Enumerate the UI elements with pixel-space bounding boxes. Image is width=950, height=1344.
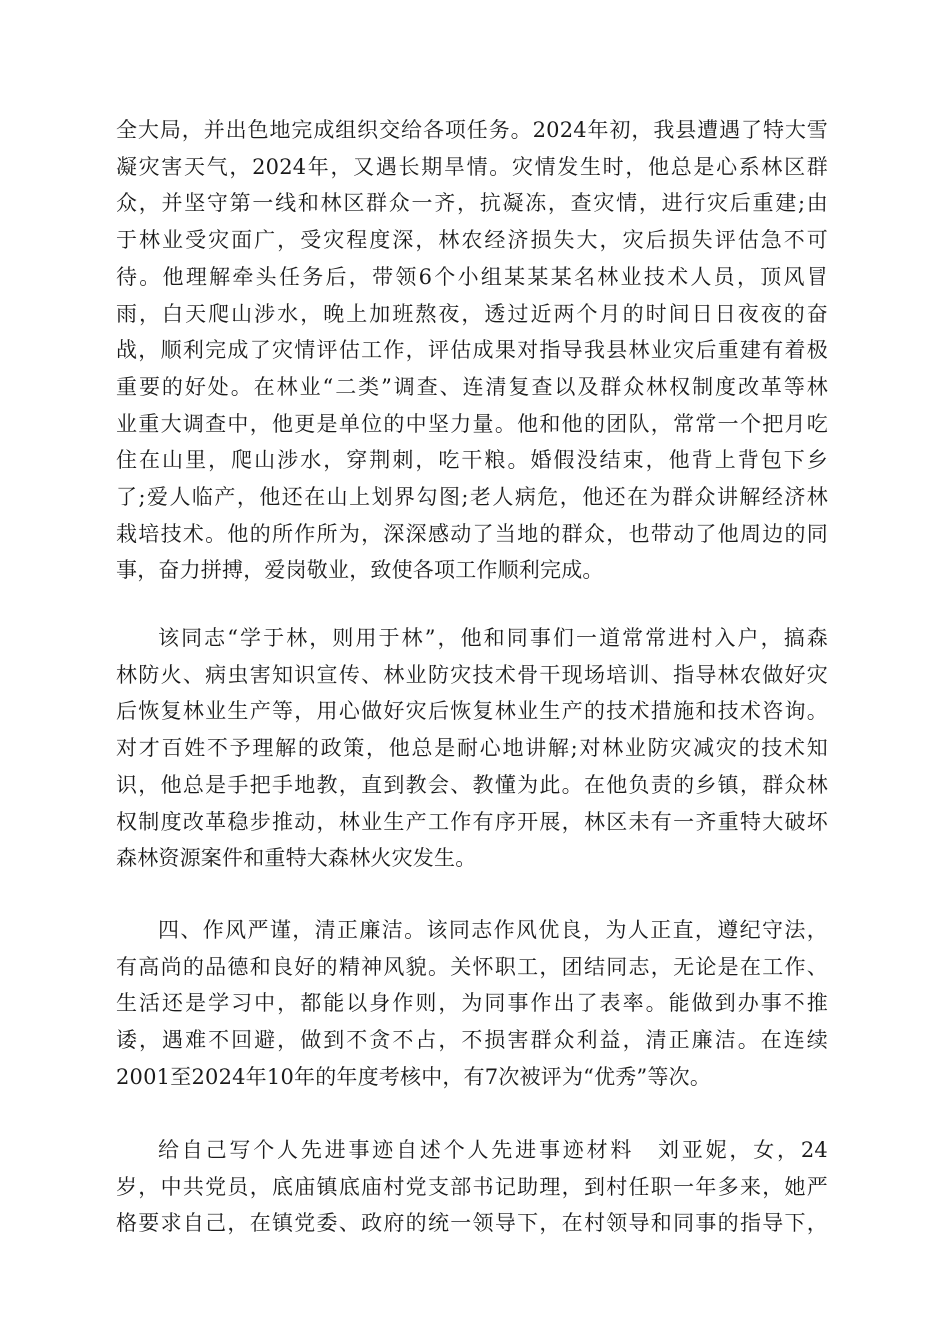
text-line: 栽培技术。他的所作所为，深深感动了当地的群众，也带动了他周边的同 (116, 521, 828, 546)
text-line: 全大局，并出色地完成组织交给各项任务。2024年初，我县遭遇了特大雪 (116, 118, 828, 142)
text-line: 有高尚的品德和良好的精神风貌。关怀职工，团结同志，无论是在工作、 (116, 954, 828, 979)
paragraph-deeds-disaster-relief (116, 112, 828, 589)
text-line: 林防火、病虫害知识宣传、林业防灾技术骨干现场培训、指导林农做好灾 (116, 662, 828, 687)
text-line: 四、作风严谨，清正廉洁。该同志作风优良，为人正直，遵纪守法， (158, 918, 828, 942)
text-line: 岁，中共党员，底庙镇底庙村党支部书记助理，到村任职一年多来，她严 (116, 1174, 828, 1199)
text-line: 该同志“学于林，则用于林”，他和同事们一道常常进村入户，搞森 (158, 626, 828, 650)
text-line: 住在山里，爬山涉水，穿荆刺，吃干粮。婚假没结束，他背上背包下乡 (116, 448, 828, 473)
text-line: 识，他总是手把手地教，直到教会、教懂为此。在他负责的乡镇，群众林 (116, 772, 828, 797)
text-line: 战，顺利完成了灾情评估工作，评估成果对指导我县林业灾后重建有着极 (116, 338, 828, 363)
text-line: 了;爱人临产，他还在山上划界勾图;老人病危，他还在为群众讲解经济林 (116, 485, 828, 510)
text-line: 后恢复林业生产等，用心做好灾后恢复林业生产的技术措施和技术咨询。 (116, 699, 828, 724)
text-line: 待。他理解牵头任务后，带领6个小组某某某名林业技术人员，顶风冒 (116, 264, 828, 289)
text-line: 2001至2024年10年的年度考核中，有7次被评为“优秀”等次。 (116, 1064, 712, 1089)
text-line: 生活还是学习中，都能以身作则，为同事作出了表率。能做到办事不推 (116, 991, 828, 1016)
text-line: 森林资源案件和重特大森林火灾发生。 (116, 846, 477, 871)
text-line: 众，并坚守第一线和林区群众一齐，抗凝冻，查灾情，进行灾后重建;由 (116, 191, 828, 216)
text-line: 权制度改革稳步推动，林业生产工作有序开展，林区未有一齐重特大破坏 (116, 809, 828, 834)
text-line: 格要求自己，在镇党委、政府的统一领导下，在村领导和同事的指导下， (116, 1211, 828, 1236)
text-line: 凝灾害天气，2024年，又遇长期旱情。灾情发生时，他总是心系林区群 (116, 154, 828, 179)
paragraph-forestry-outreach (116, 620, 828, 877)
text-line: 业重大调查中，他更是单位的中坚力量。他和他的团队，常常一个把月吃 (116, 411, 828, 436)
text-line: 诿，遇难不回避，做到不贪不占，不损害群众利益，清正廉洁。在连续 (116, 1028, 828, 1053)
text-line: 事，奋力拼搏，爱岗敬业，致使各项工作顺利完成。 (116, 558, 604, 583)
paragraph-section-four-integrity (116, 912, 828, 1096)
text-line: 于林业受灾面广，受灾程度深，林农经济损失大，灾后损失评估急不可 (116, 228, 828, 253)
text-line: 对才百姓不予理解的政策，他总是耐心地讲解;对林业防灾减灾的技术知 (116, 736, 828, 761)
text-line: 雨，白天爬山涉水，晚上加班熬夜，透过近两个月的时间日日夜夜的奋 (116, 301, 828, 326)
paragraph-personal-deeds-intro (116, 1132, 828, 1242)
text-line: 给自己写个人先进事迹自述个人先进事迹材料 刘亚妮，女，24 (158, 1138, 828, 1162)
text-line: 重要的好处。在林业“二类”调查、连清复查以及群众林权制度改革等林 (116, 374, 828, 399)
